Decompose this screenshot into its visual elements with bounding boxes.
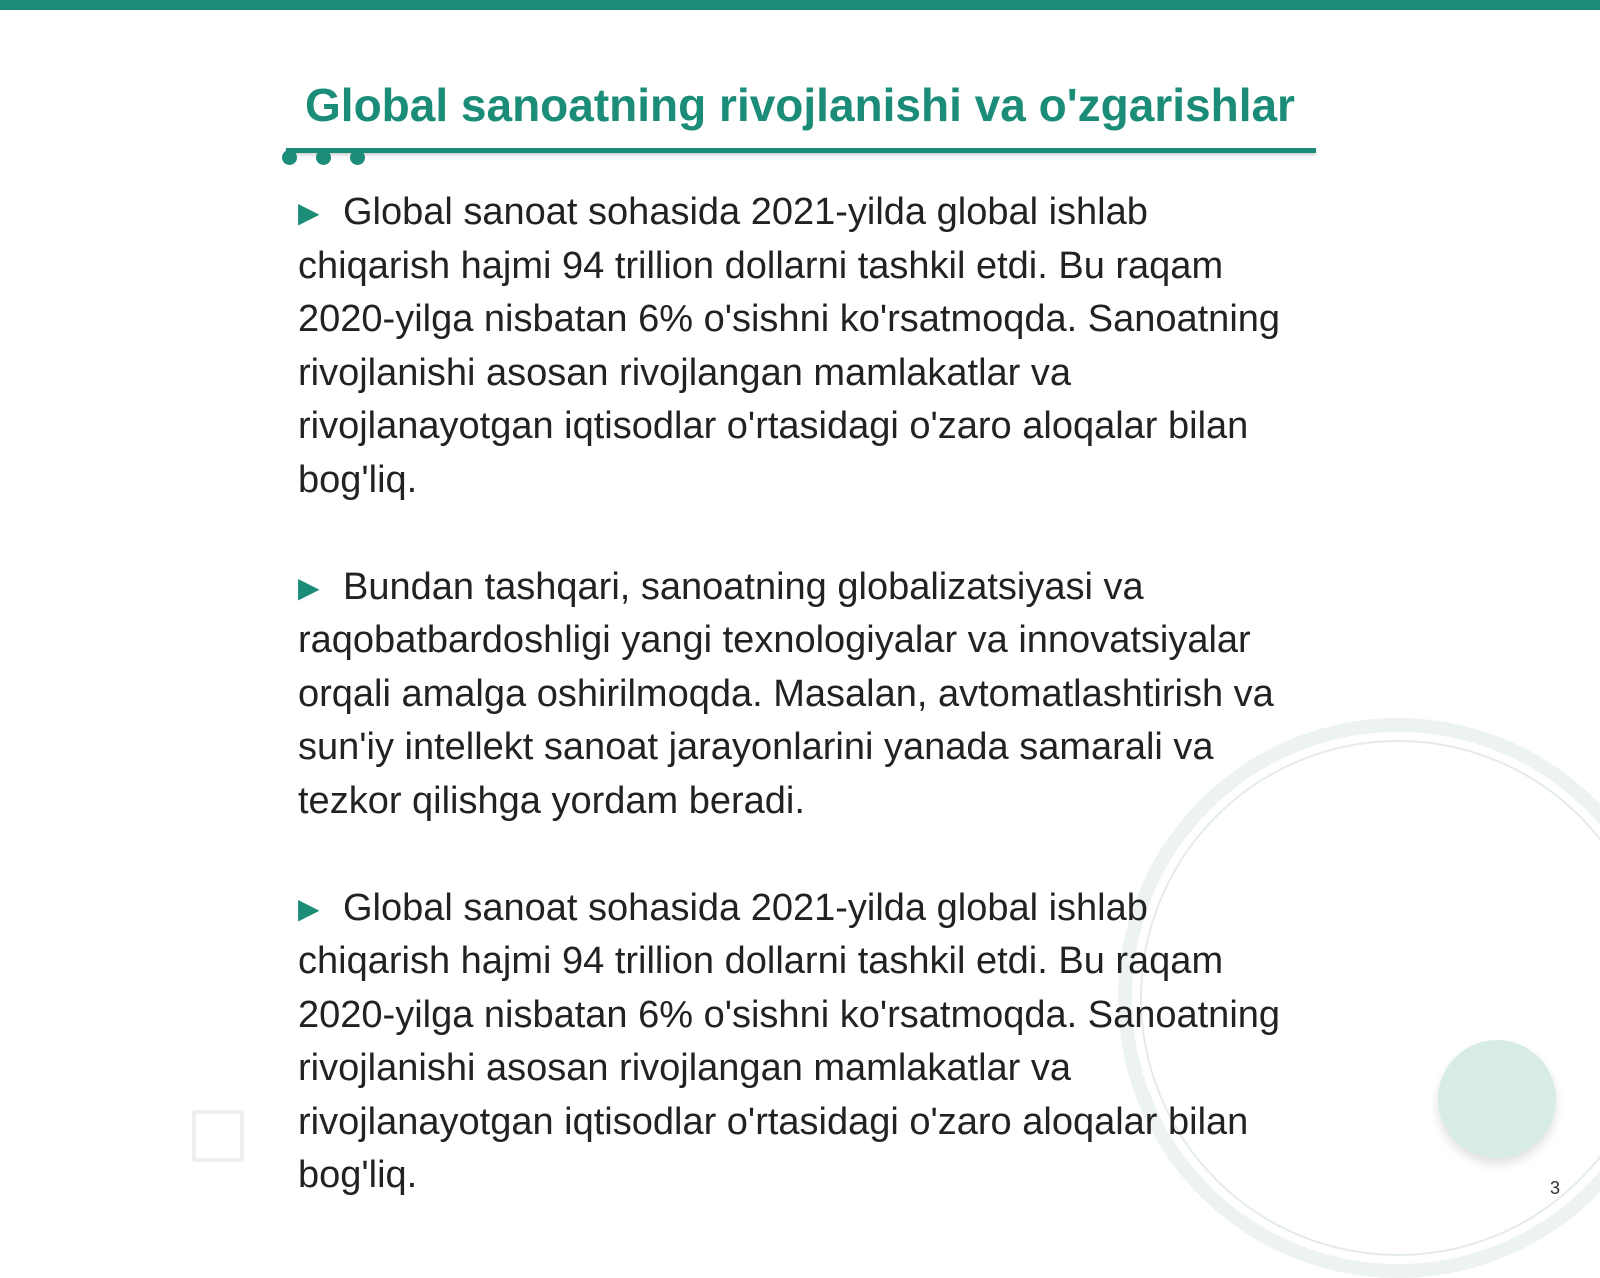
paragraph-text: Bundan tashqari, sanoatning globalizatsiyasi va raqobatbardoshligi yangi texnologiyalar va innovatsiyalar orqali amalga oshirilmoqda. Masalan, avtomatlashtirish va sun'iy intellekt sanoat jarayonlarini yanada samarali va tezkor qilishga yordam beradi. [298, 565, 1274, 822]
title-dot-1 [282, 150, 297, 165]
title-dot-3 [350, 150, 365, 165]
title-underline [286, 148, 1316, 153]
triangle-right-icon: ▶ [298, 197, 320, 228]
slide-title: Global sanoatning rivojlanishi va o'zgarishlar [305, 79, 1295, 131]
decorative-square [192, 1110, 244, 1162]
triangle-right-icon: ▶ [298, 892, 320, 924]
top-accent-bar [0, 0, 1600, 10]
paragraph [298, 561, 1308, 829]
paragraph-text: Global sanoat sohasida 2021-yilda global ishlab chiqarish hajmi 94 trillion dollarni tashkil etdi. Bu raqam 2020-yilga nisbatan 6% o'sishni ko'rsatmoqda. Sanoatning rivojlanishi asosan rivojlangan mamlakatlar va rivojlanayotgan iqtisodlar o'rtasidagi o'zaro aloqalar bilan bog'liq. [298, 191, 1281, 501]
decorative-circle [1438, 1040, 1556, 1158]
paragraph [298, 186, 1308, 507]
page-number: 3 [1550, 1178, 1561, 1198]
title-dot-2 [316, 150, 331, 165]
slide-body [298, 186, 1308, 1256]
paragraph-text: Global sanoat sohasida 2021-yilda global ishlab chiqarish hajmi 94 trillion dollarni tashkil etdi. Bu raqam 2020-yilga nisbatan 6% o'sishni ko'rsatmoqda. Sanoatning rivojlanishi asosan rivojlangan mamlakatlar va rivojlanayotgan iqtisodlar o'rtasidagi o'zaro aloqalar bilan bog'liq. [298, 886, 1281, 1196]
triangle-right-icon: ▶ [298, 571, 320, 603]
paragraph [298, 882, 1308, 1203]
